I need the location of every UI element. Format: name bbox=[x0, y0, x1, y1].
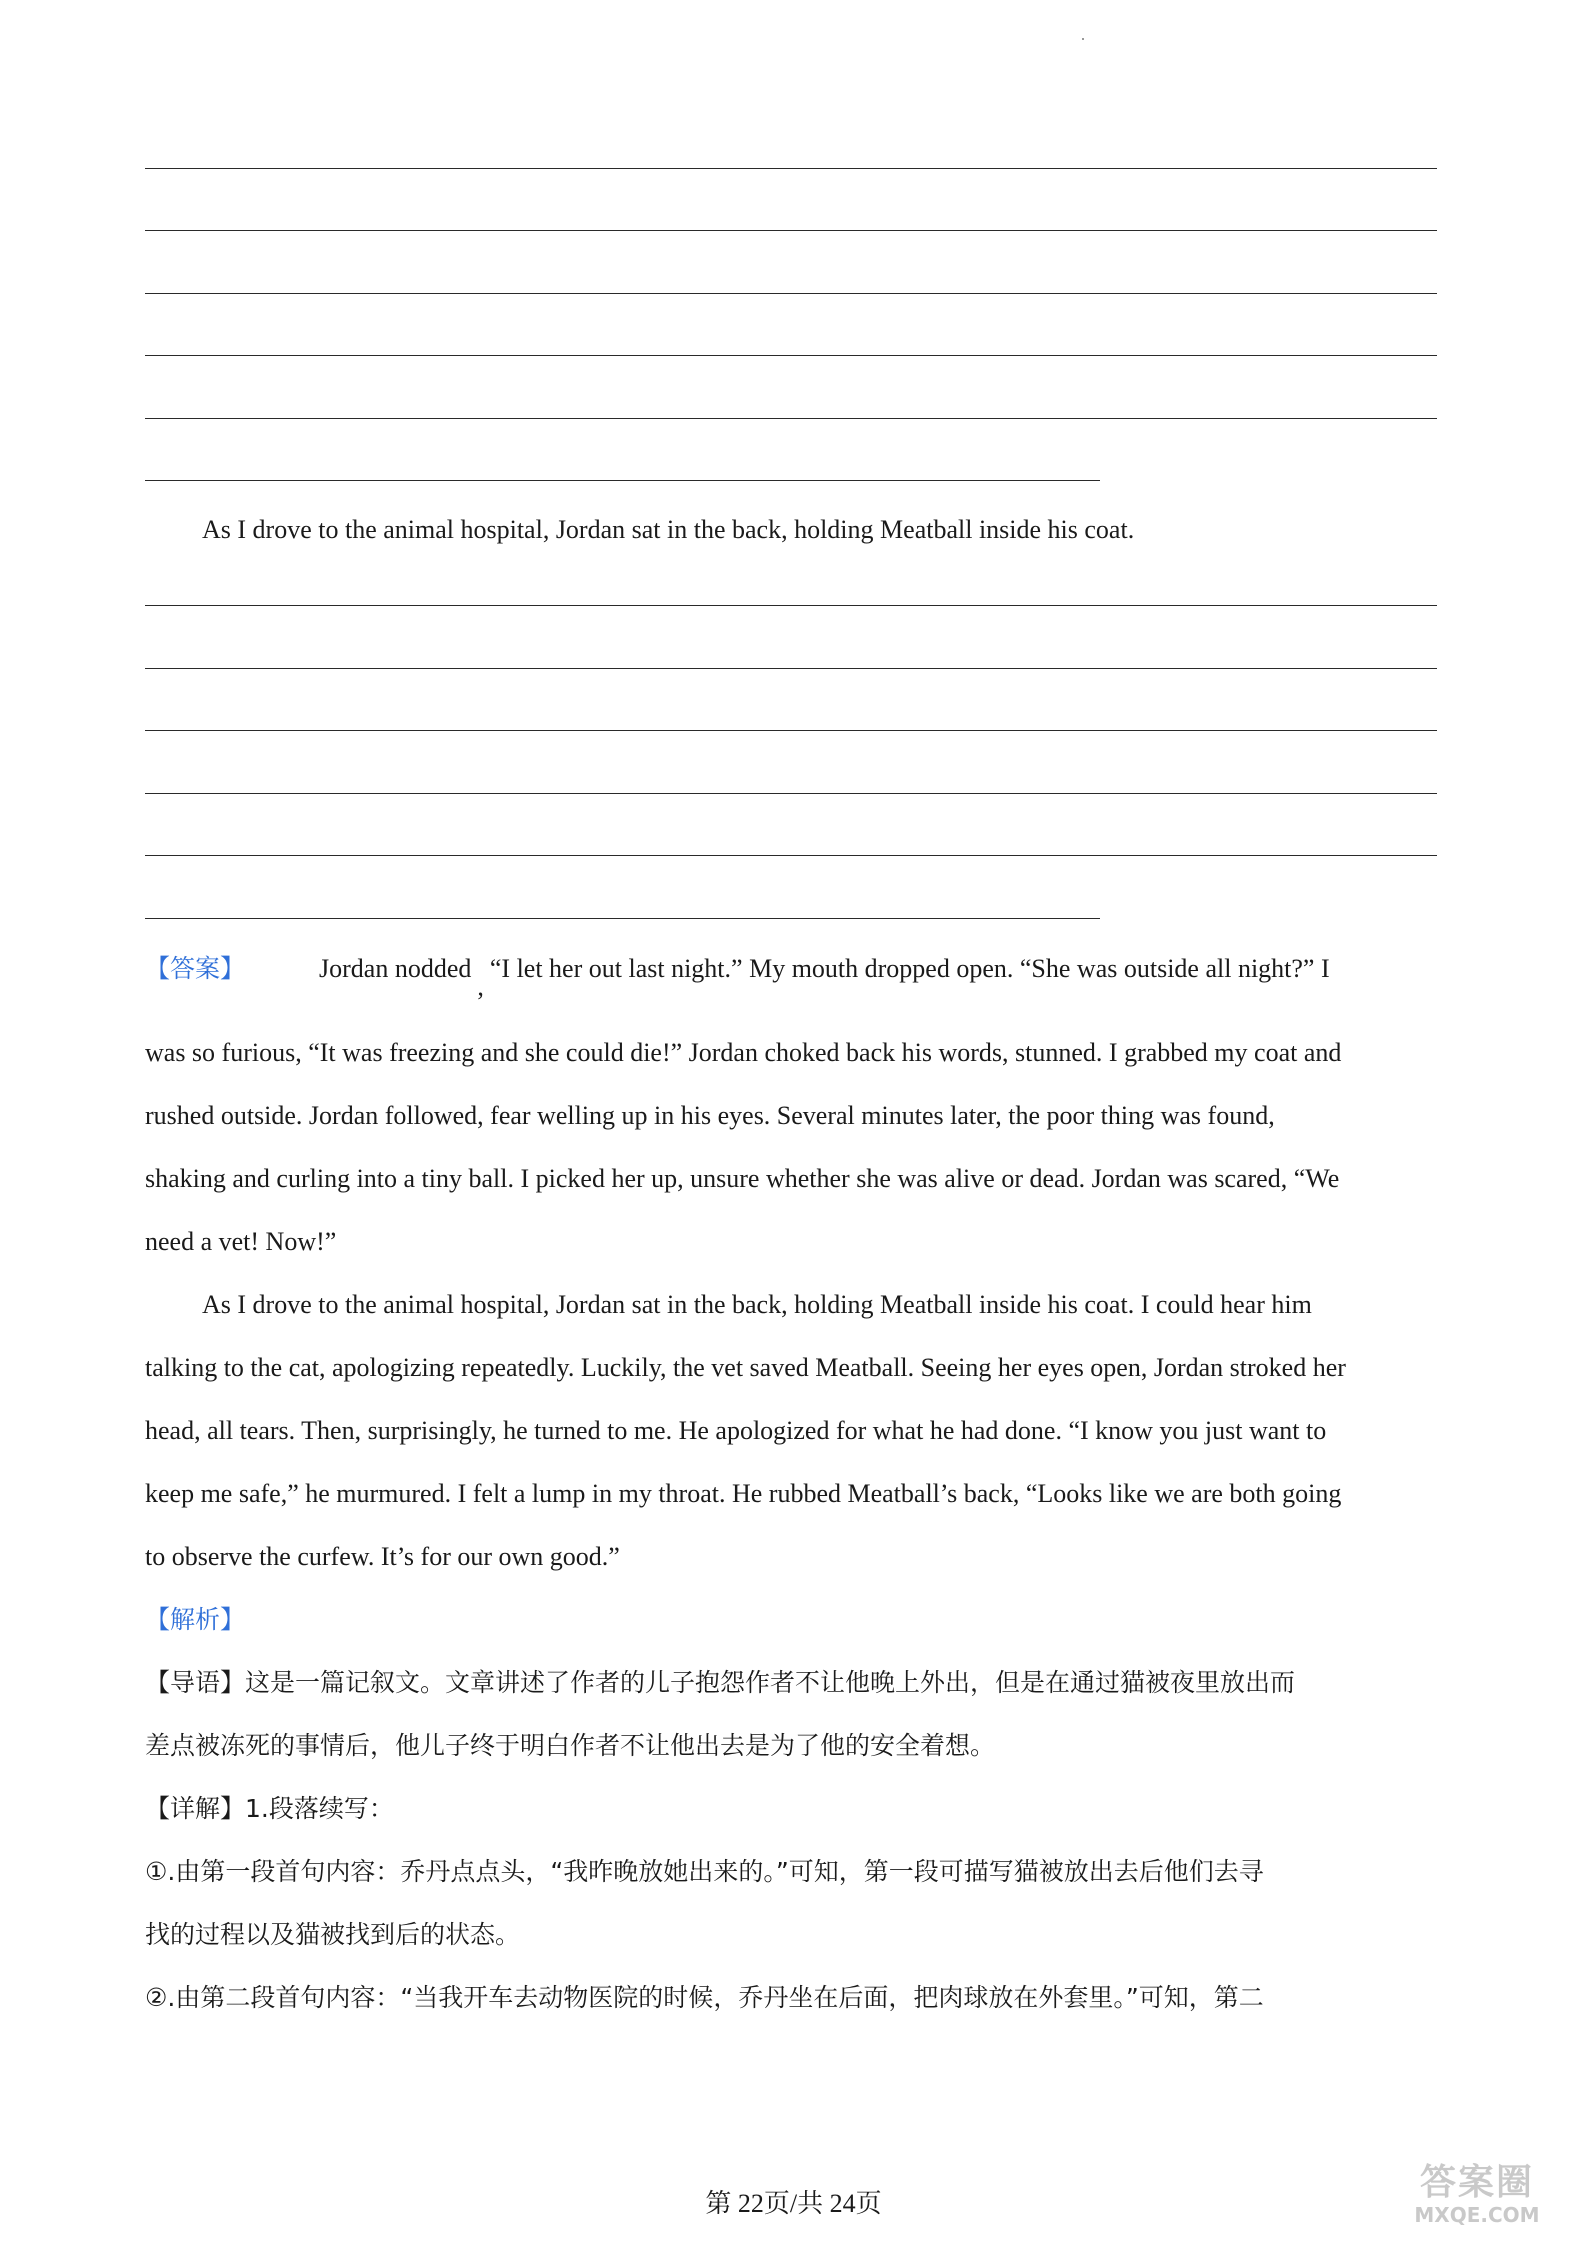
writing-line bbox=[145, 918, 1100, 919]
analysis-line: 差点被冻死的事情后，他儿子终于明白作者不让他出去是为了他的安全着想。 bbox=[145, 1731, 996, 1760]
analysis-line: 找的过程以及猫被找到后的状态。 bbox=[145, 1920, 521, 1949]
answer-line: need a vet! Now!” bbox=[145, 1227, 337, 1256]
writing-line bbox=[145, 480, 1100, 481]
analysis-line: ②.由第二段首句内容：“当我开车去动物医院的时候，乔丹坐在后面，把肉球放在外套里。”可知，第二 bbox=[145, 1983, 1264, 2012]
writing-line bbox=[145, 355, 1437, 356]
answer-text: Jordan nodded bbox=[319, 954, 472, 983]
watermark-bottom: MXQE.COM bbox=[1414, 2203, 1540, 2227]
answer-line: keep me safe,” he murmured. I felt a lump in my throat. He rubbed Meatball’s back, “Looks like we are both going bbox=[145, 1479, 1342, 1508]
analysis-line: 【导语】这是一篇记叙文。文章讲述了作者的儿子抱怨作者不让他晚上外出，但是在通过猫被夜里放出而 bbox=[145, 1668, 1296, 1697]
analysis-line: 【详解】1.段落续写： bbox=[145, 1794, 394, 1823]
writing-line bbox=[145, 668, 1437, 669]
watermark-top: 答案圈 bbox=[1419, 2162, 1534, 2203]
answer-line: shaking and curling into a tiny ball. I picked her up, unsure whether she was alive or dead. Jordan was scared, “We bbox=[145, 1164, 1340, 1193]
answer-line: As I drove to the animal hospital, Jordan sat in the back, holding Meatball inside his coat. I could hear him bbox=[202, 1290, 1312, 1319]
writing-line bbox=[145, 293, 1437, 294]
second-paragraph-prompt bbox=[145, 498, 1445, 561]
writing-line bbox=[145, 168, 1437, 169]
writing-line bbox=[145, 855, 1437, 856]
answer-paragraph-1 bbox=[145, 1021, 1445, 1273]
answer-line: was so furious, “It was freezing and she could die!” Jordan choked back his words, stunned. I grabbed my coat and bbox=[145, 1038, 1342, 1067]
answer-text: “I let her out last night.” My mouth dropped open. “She was outside all night?” I bbox=[489, 954, 1330, 983]
writing-line bbox=[145, 605, 1437, 606]
writing-line bbox=[145, 730, 1437, 731]
answer-paragraph-2 bbox=[145, 1273, 1445, 1588]
prompt-sentence: As I drove to the animal hospital, Jordan sat in the back, holding Meatball inside his coat. bbox=[202, 515, 1135, 544]
analysis-section bbox=[145, 1588, 1445, 2029]
analysis-line: ①.由第一段首句内容：乔丹点点头，“我昨晚放她出来的。”可知，第一段可描写猫被放出去后他们去寻 bbox=[145, 1857, 1264, 1886]
writing-line bbox=[145, 793, 1437, 794]
analysis-label: 【解析】 bbox=[145, 1605, 246, 1634]
comma-mark: , bbox=[477, 972, 484, 1001]
page-number: 第 22页/共 24页 bbox=[705, 2189, 882, 2218]
watermark-logo bbox=[1387, 2163, 1567, 2233]
answer-section bbox=[145, 937, 1445, 1000]
writing-line bbox=[145, 230, 1437, 231]
scan-dot bbox=[1082, 38, 1084, 40]
answer-line: head, all tears. Then, surprisingly, he turned to me. He apologized for what he had done. “I know you just want to bbox=[145, 1416, 1327, 1445]
answer-line: rushed outside. Jordan followed, fear welling up in his eyes. Several minutes later, the poor thing was found, bbox=[145, 1101, 1275, 1130]
answer-line: talking to the cat, apologizing repeatedly. Luckily, the vet saved Meatball. Seeing her eyes open, Jordan stroked her bbox=[145, 1353, 1346, 1382]
answer-first-line bbox=[145, 937, 1445, 1000]
answer-label: 【答案】 bbox=[145, 954, 246, 983]
answer-line: to observe the curfew. It’s for our own good.” bbox=[145, 1542, 620, 1571]
writing-line bbox=[145, 418, 1437, 419]
